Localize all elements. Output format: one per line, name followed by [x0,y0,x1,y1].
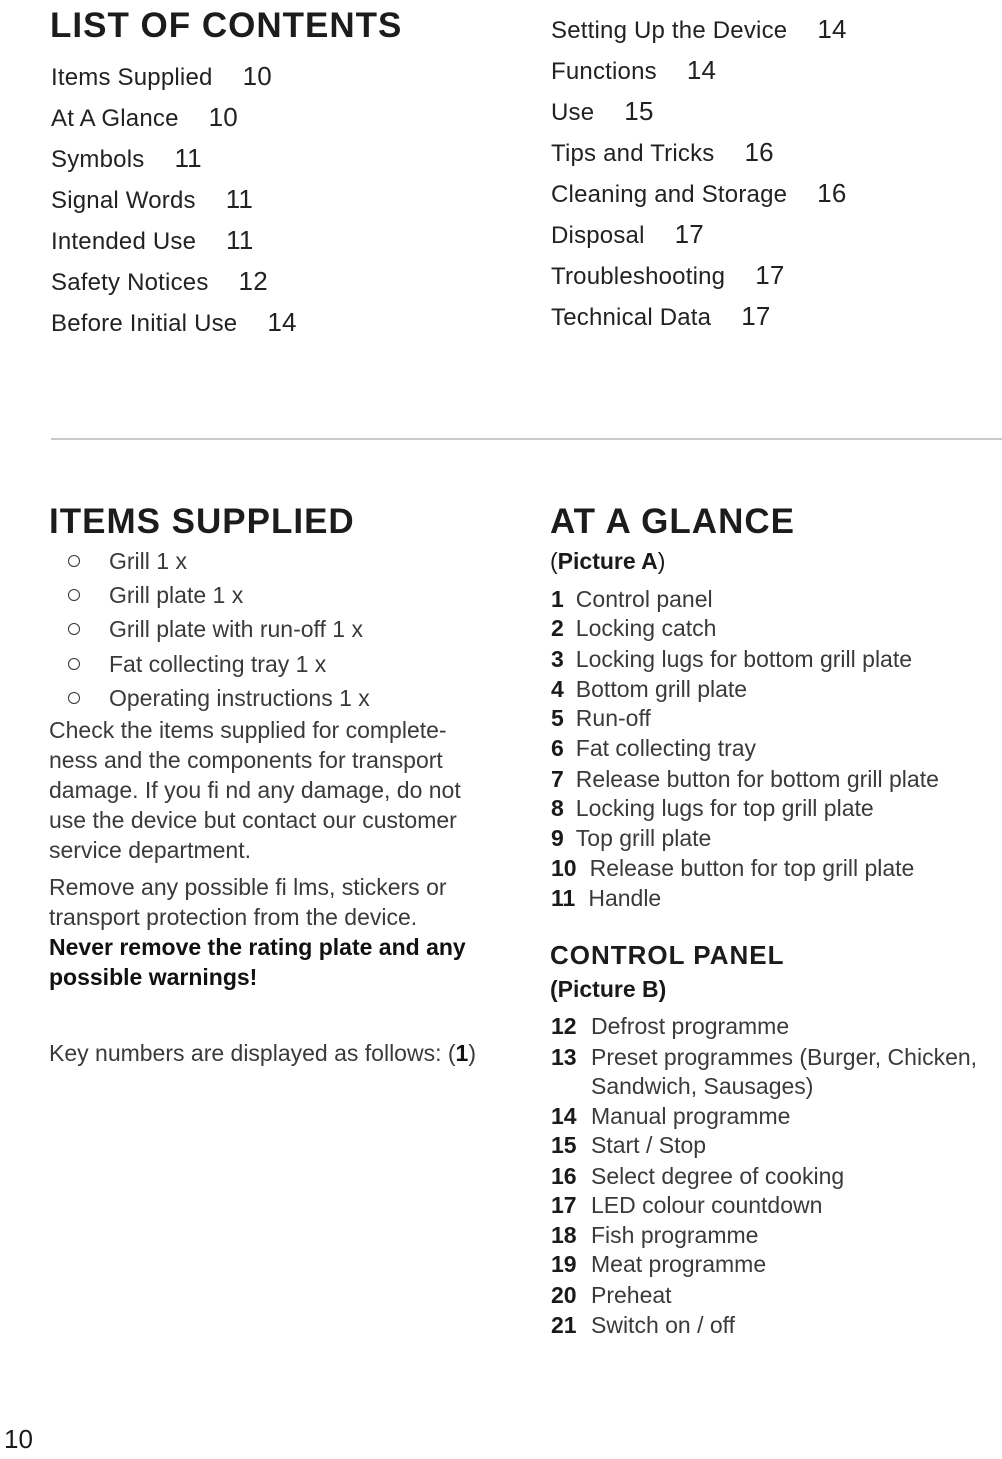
toc-entry-page: 17 [674,219,704,249]
control-panel-item [551,1043,977,1101]
item-number: 19 [551,1251,577,1277]
item-number: 4 [551,676,564,702]
toc-entry [551,260,785,291]
toc-entry-label: Items Supplied [51,64,213,91]
item-text-line: Switch on / off [591,1312,736,1338]
toc-entry-label: Safety Notices [51,269,209,296]
check-paragraph [49,715,509,865]
picture-b-label: (Picture B) [550,976,667,1002]
at-a-glance-item [551,795,874,822]
at-a-glance-item [551,586,713,613]
toc-entry [51,307,297,338]
toc-entry-page: 14 [267,307,297,337]
item-text: Release button for top grill plate [589,855,915,881]
item-number: 11 [551,885,576,911]
toc-entry-page: 11 [226,225,254,255]
item-number: 8 [551,795,564,821]
toc-entry-page: 16 [744,137,774,167]
key-note-suffix: ) [468,1040,476,1066]
item-text [591,1281,672,1310]
item-text: Run-off [575,705,651,731]
toc-entry [51,143,202,174]
control-panel-item [551,1162,844,1191]
picture-a-name: Picture A [557,548,658,574]
remove-paragraph [49,872,509,932]
supplied-item-text: Grill 1 x [109,548,187,574]
toc-entry-label: Intended Use [51,228,197,255]
item-text [591,1102,790,1131]
item-text-line: Fish programme [591,1222,759,1248]
toc-entry-label: Setting Up the Device [551,17,788,44]
at-a-glance-item [551,885,661,912]
check-line: Check the items supplied for complete- [49,717,447,743]
item-text: Control panel [575,586,713,612]
item-text: Locking lugs for top grill plate [575,795,874,821]
picture-a-close: ) [657,548,666,574]
at-a-glance-item [551,615,716,642]
item-text: Release button for bottom grill plate [575,766,939,792]
item-text-line: Select degree of cooking [591,1163,845,1189]
item-number: 20 [551,1282,577,1308]
item-text-line: Sandwich, Sausages) [591,1073,814,1099]
supplied-item-text: Fat collecting tray 1 x [109,651,327,677]
control-panel-item [551,1221,758,1250]
toc-entry-page: 17 [741,301,771,331]
key-numbers-note [49,1038,529,1068]
key-note-number: 1 [455,1040,469,1066]
item-number: 2 [551,615,564,641]
at-a-glance-item [551,646,912,673]
supplied-item [68,582,243,609]
at-a-glance-item [551,735,756,762]
at-a-glance-item [551,825,711,852]
item-number: 17 [551,1192,577,1218]
control-panel-item [551,1012,789,1041]
toc-entry [51,184,253,215]
toc-title: LIST OF CONTENTS [50,6,403,45]
toc-entry [551,301,771,332]
toc-entry [51,266,268,297]
at-a-glance-item [551,855,914,882]
supplied-item [68,685,370,712]
supplied-item [68,616,363,643]
item-text: Fat collecting tray [575,735,757,761]
item-text: Handle [588,885,662,911]
item-number: 12 [551,1013,577,1039]
item-text: Locking catch [575,615,717,641]
item-number: 5 [551,705,564,731]
toc-entry-label: Symbols [51,146,145,173]
control-panel-item [551,1102,790,1131]
control-panel-title: CONTROL PANEL [550,940,785,970]
supplied-item [68,548,187,575]
toc-entry-page: 14 [686,55,717,85]
page-number: 10 [4,1424,33,1454]
item-number: 6 [551,735,564,761]
warning-paragraph [49,932,509,992]
toc-entry-label: At A Glance [51,105,179,132]
toc-entry-label: Use [551,99,595,126]
control-panel-item [551,1191,822,1220]
toc-entry [551,55,716,86]
toc-entry-page: 12 [238,266,268,296]
item-text [591,1162,844,1191]
item-number: 15 [551,1132,577,1158]
item-text [591,1221,758,1250]
item-text [591,1191,822,1220]
toc-entry-label: Tips and Tricks [551,140,715,167]
item-number: 10 [551,855,577,881]
toc-entry-label: Technical Data [551,304,712,331]
item-number: 18 [551,1222,577,1248]
warning-line: possible warnings! [49,964,258,990]
item-text-line: Start / Stop [591,1132,707,1158]
control-panel-item [551,1281,672,1310]
check-line: ness and the components for transport [49,747,443,773]
toc-entry [551,219,704,250]
item-number: 1 [551,586,564,612]
toc-entry-page: 17 [755,260,785,290]
item-text: Locking lugs for bottom grill plate [575,646,913,672]
remove-line: Remove any possible fi lms, stickers or [49,874,447,900]
control-panel-item [551,1311,735,1340]
toc-entry [551,178,847,209]
toc-entry [551,96,654,127]
bullet-circle-icon [68,692,80,704]
toc-entry-label: Cleaning and Storage [551,181,788,208]
item-text-line: Defrost programme [591,1013,790,1039]
toc-entry-page: 15 [624,96,654,126]
item-text-line: LED colour countdown [591,1192,823,1218]
item-text: Top grill plate [575,825,712,851]
item-text [591,1250,766,1279]
supplied-item-text: Grill plate 1 x [109,582,244,608]
at-a-glance-item [551,676,747,703]
bullet-circle-icon [68,623,80,635]
toc-entry-page: 14 [817,14,847,44]
toc-entry [51,61,272,92]
control-panel-item [551,1250,766,1279]
toc-entry-page: 10 [208,102,238,132]
warning-line: Never remove the rating plate and any [49,934,466,960]
key-note-prefix: Key numbers are displayed as follows: ( [49,1040,456,1066]
picture-a-open: ( [550,548,558,574]
item-text-line: Preheat [591,1282,672,1308]
item-text-line: Meat programme [591,1251,767,1277]
toc-entry-label: Troubleshooting [551,263,726,290]
section-divider [51,438,1002,440]
check-line: use the device but contact our customer [49,807,457,833]
toc-entry [551,14,847,45]
item-number: 9 [551,825,564,851]
supplied-item [68,651,326,678]
supplied-item-text: Operating instructions 1 x [109,685,370,711]
bullet-circle-icon [68,555,80,567]
at-a-glance-item [551,705,651,732]
picture-a-label [550,548,665,575]
check-line: damage. If you fi nd any damage, do not [49,777,461,803]
item-number: 7 [551,766,564,792]
item-text-line: Preset programmes (Burger, Chicken, [591,1044,978,1070]
item-text [591,1012,789,1041]
bullet-circle-icon [68,589,80,601]
toc-entry-label: Before Initial Use [51,310,238,337]
toc-entry [551,137,774,168]
toc-entry-page: 11 [174,143,202,173]
toc-entry-page: 16 [817,178,847,208]
at-a-glance-title: AT A GLANCE [550,502,795,541]
item-text-line: Manual programme [591,1103,791,1129]
toc-entry [51,225,254,256]
at-a-glance-item [551,766,939,793]
toc-entry-label: Signal Words [51,187,196,214]
item-text: Bottom grill plate [575,676,748,702]
items-supplied-title: ITEMS SUPPLIED [49,502,355,541]
check-line: service department. [49,837,251,863]
toc-entry-page: 10 [242,61,272,91]
item-text [591,1311,735,1340]
item-number: 14 [551,1103,577,1129]
item-text [591,1131,706,1160]
item-text [591,1043,977,1101]
control-panel-item [551,1131,706,1160]
toc-entry-label: Disposal [551,222,645,249]
item-number: 13 [551,1044,577,1070]
toc-entry-page: 11 [225,184,254,214]
remove-line: transport protection from the device. [49,904,418,930]
item-number: 21 [551,1312,577,1338]
bullet-circle-icon [68,658,80,670]
supplied-item-text: Grill plate with run-off 1 x [109,616,363,642]
toc-entry-label: Functions [551,58,657,85]
item-number: 16 [551,1163,577,1189]
toc-entry [51,102,238,133]
item-number: 3 [551,646,564,672]
